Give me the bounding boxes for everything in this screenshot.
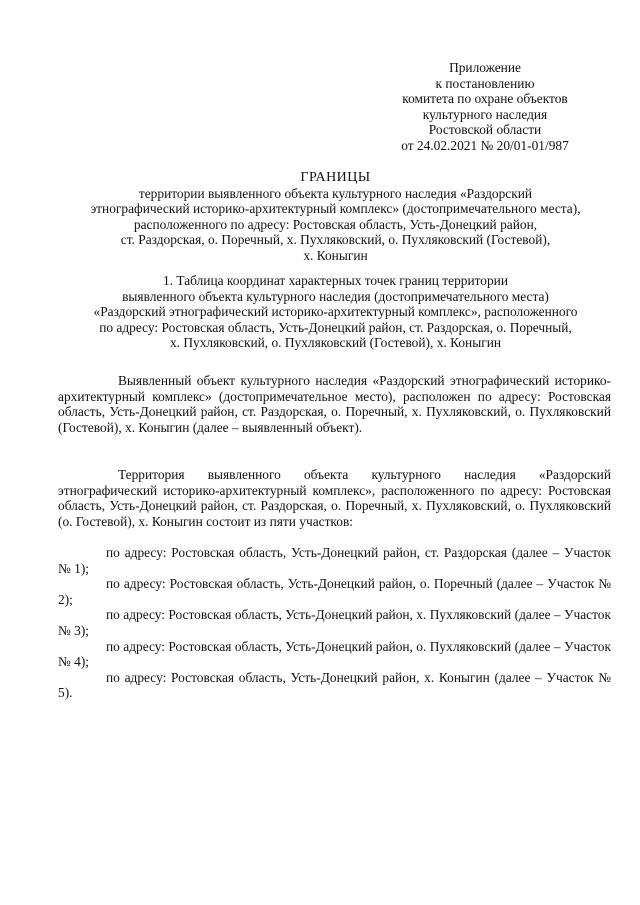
table-title-line: по адресу: Ростовская область, Усть-Донецкий район, ст. Раздорская, о. Поречный, — [99, 319, 572, 335]
site-list — [58, 545, 611, 701]
document-title: ГРАНИЦЫ — [300, 170, 371, 185]
heading-line: расположенного по адресу: Ростовская область, Усть-Донецкий район, — [133, 216, 538, 232]
appendix-line: культурного наследия — [422, 106, 548, 122]
appendix-line: от 24.02.2021 № 20/01-01/987 — [401, 137, 569, 153]
appendix-line: к постановлению — [435, 75, 535, 91]
site-list-item: по адресу: Ростовская область, Усть-Донецкий район, о. Пухляковский (далее – Участок № 4); — [58, 638, 611, 670]
object-description-paragraph: Выявленный объект культурного наследия «Раздорский этнографический историко-архитектурный комплекс» (достопримечательное место), расположен по адресу: Ростовская область, Усть-Донецкий район, ст. Раздорская, о. Поречный, х. Пухляковский, о. Пухляковский (Гостевой), х. Коныгин (далее – выявленный объект). — [58, 373, 611, 435]
site-list-item: по адресу: Ростовская область, Усть-Донецкий район, х. Коныгин (далее – Участок № 5). — [58, 669, 611, 701]
document-heading — [58, 170, 613, 264]
appendix-line: Приложение — [449, 60, 521, 75]
table-title-line: х. Пухляковский, о. Пухляковский (Гостевой), х. Коныгин — [169, 335, 502, 351]
table-title-line: 1. Таблица координат характерных точек границ территории — [162, 273, 509, 288]
heading-line: территории выявленного объекта культурного наследия «Раздорский — [138, 185, 533, 201]
site-list-item: по адресу: Ростовская область, Усть-Донецкий район, ст. Раздорская (далее – Участок № 1); — [58, 545, 611, 576]
heading-line: ст. Раздорская, о. Поречный, х. Пухляковский, о. Пухляковский (Гостевой), — [120, 232, 551, 248]
territory-paragraph: Территория выявленного объекта культурного наследия «Раздорский этнографический историко-архитектурный комплекс», расположенного по адресу: Ростовская область, Усть-Донецкий район, ст. Раздорская, о. Поречный, х. Пухляковский, о. Пухляковский (о. Гостевой), х. Коныгин состоит из пяти участков: — [58, 467, 611, 529]
appendix-line: комитета по охране объектов — [402, 91, 568, 107]
appendix-line: Ростовской области — [428, 122, 542, 138]
table-title-line: «Раздорский этнографический историко-архитектурный комплекс», расположенного — [93, 304, 578, 320]
site-list-item: по адресу: Ростовская область, Усть-Донецкий район, о. Поречный (далее – Участок № 2); — [58, 576, 611, 607]
appendix-block — [370, 60, 600, 154]
heading-line: х. Коныгин — [303, 247, 368, 263]
site-list-item: по адресу: Ростовская область, Усть-Донецкий район, х. Пухляковский (далее – Участок № 3); — [58, 607, 611, 638]
table-title — [58, 273, 613, 351]
table-title-line: выявленного объекта культурного наследия (достопримечательного места) — [122, 288, 549, 304]
heading-line: этнографический историко-архитектурный комплекс» (достопримечательного места), — [90, 201, 581, 217]
